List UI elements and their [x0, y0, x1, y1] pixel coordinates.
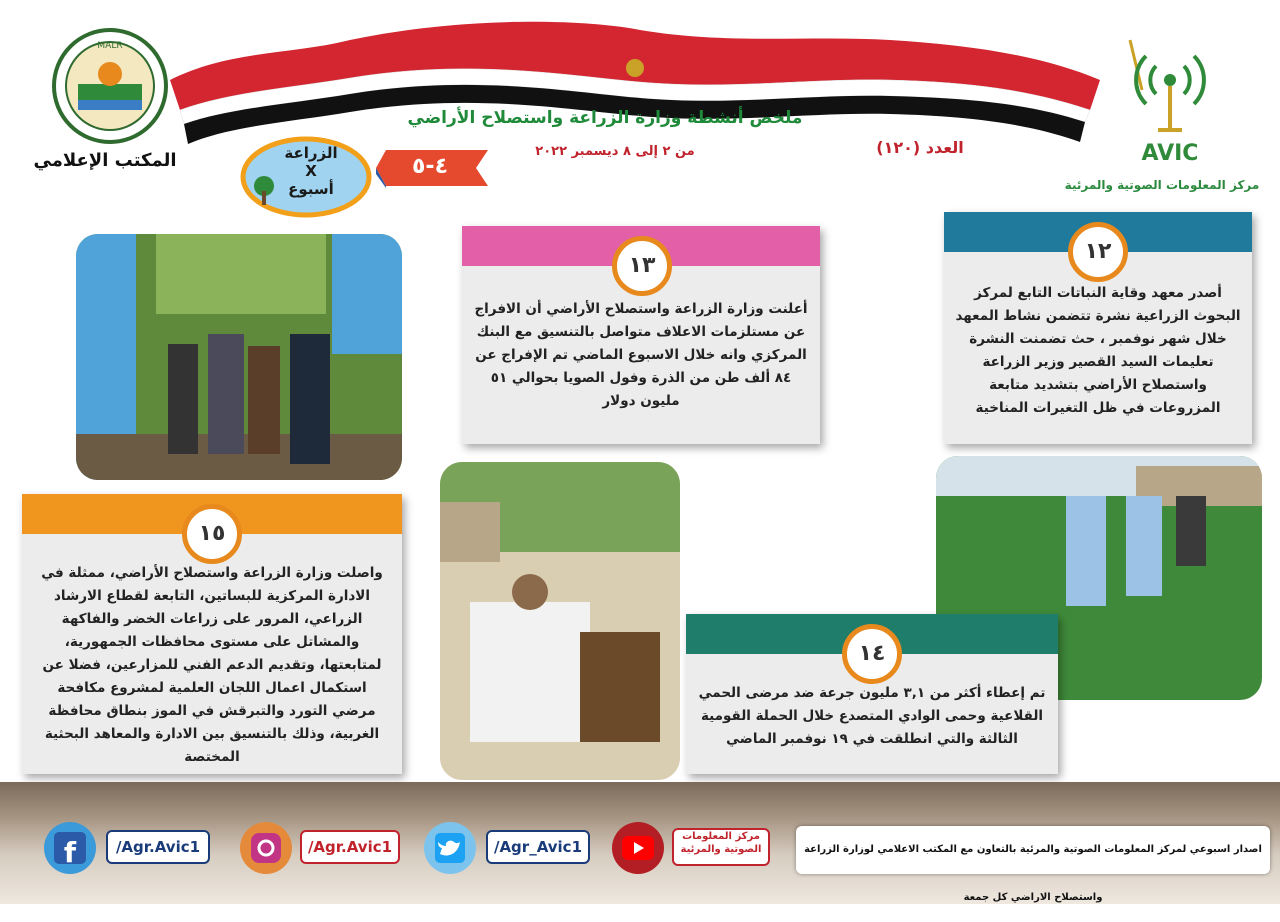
facebook-icon	[40, 818, 100, 878]
date-range: من ٢ إلى ٨ ديسمبر ٢٠٢٢	[535, 144, 695, 159]
facebook-link[interactable]	[40, 818, 210, 874]
instagram-icon	[236, 818, 296, 878]
avic-text: AVIC	[1141, 141, 1199, 166]
instagram-link[interactable]	[236, 818, 406, 874]
card-12-number: ١٢	[1068, 222, 1128, 282]
avic-caption: مركز المعلومات الصوتية والمرئية	[1064, 178, 1260, 192]
issue-number: العدد (١٢٠)	[876, 138, 964, 157]
news-card-13	[462, 226, 820, 444]
instagram-handle: /Agr.Avic1	[300, 830, 400, 864]
agri-x: X	[305, 162, 317, 180]
youtube-label: مركز المعلومات الصوتية والمرئية	[672, 828, 770, 866]
facebook-handle: /Agr.Avic1	[106, 830, 210, 864]
page-title: ملخص أنشطة وزارة الزراعة واستصلاح الأراضي	[407, 108, 803, 128]
card-15-text: واصلت وزارة الزراعة واستصلاح الأراضي، ممثلة في الادارة المركزية للبساتين، التابعة لقطاع الارشاد الزراعي، المرور على زراعات الخضر والفاكهة والمشاتل على مستوى محافظات الجمهورية، لمتابعتها، وتقديم الدعم الفني للمزارعين، فضلا عن استكمال اعمال اللجان العلمية لمشروع مكافحة مرضي التورد والتبرقش في الموز بنطاق محافظة الغربية، وذلك بالتنسيق بين الادارة والمعاهد البحثية المختصة	[41, 565, 383, 765]
twitter-link[interactable]	[420, 818, 590, 874]
youtube-icon	[608, 818, 668, 878]
card-12-text: أصدر معهد وقاية النباتات التابع لمركز البحوث الزراعية نشرة تتضمن نشاط المعهد خلال شهر نوفمبر ، حث تضمنت النشرة تعليمات السيد القصير وزير الزراعة واستصلاح الأراضي بتشديد متابعة المزروعات في ظل التغيرات المناخية	[955, 285, 1241, 416]
svg-text:f: f	[63, 836, 77, 869]
card-14-text: تم إعطاء أكثر من ٣,١ مليون جرعة ضد مرضى الحمي القلاعية وحمى الوادي المتصدع خلال الحملة القومية الثالثة والتي انطلقت في ١٩ نوفمبر الماضي	[698, 685, 1046, 747]
sheep-vaccination-photo	[440, 462, 680, 780]
avic-logo	[1100, 30, 1230, 180]
card-14-number: ١٤	[842, 624, 902, 684]
malr-text: MALR	[97, 41, 123, 51]
footer-note: اصدار اسبوعي لمركز المعلومات الصوتية والمرئية بالتعاون مع المكتب الاعلامي لوزارة الزراعة واستصلاح الاراضي كل جمعة	[796, 826, 1270, 874]
card-15-number: ١٥	[182, 504, 242, 564]
news-card-15	[22, 494, 402, 774]
agri-week-text	[256, 144, 366, 198]
card-13-number: ١٣	[612, 236, 672, 296]
week-badge-number: ٤-٥	[411, 154, 448, 179]
news-card-12	[944, 212, 1252, 444]
news-card-14	[686, 614, 1058, 774]
agri-line1: الزراعة	[284, 144, 338, 162]
egypt-flag-banner	[170, 10, 1100, 150]
ministry-logo	[50, 26, 170, 146]
card-13-text: أعلنت وزارة الزراعة واستصلاح الأراضي أن الافراج عن مستلزمات الاعلاف متواصل بالتنسيق مع البنك المركزي وانه خلال الاسبوع الماضي تم الإفراج عن ٨٤ ألف طن من الذرة وفول الصويا بحوالي ٥١ مليون دولار	[474, 301, 808, 409]
youtube-link[interactable]	[608, 818, 768, 874]
agri-line2: أسبوع	[288, 180, 334, 198]
banana-field-photo	[76, 234, 402, 480]
press-office-label: المكتب الإعلامي	[33, 150, 177, 171]
twitter-icon	[420, 818, 480, 878]
twitter-handle: /Agr_Avic1	[486, 830, 590, 864]
